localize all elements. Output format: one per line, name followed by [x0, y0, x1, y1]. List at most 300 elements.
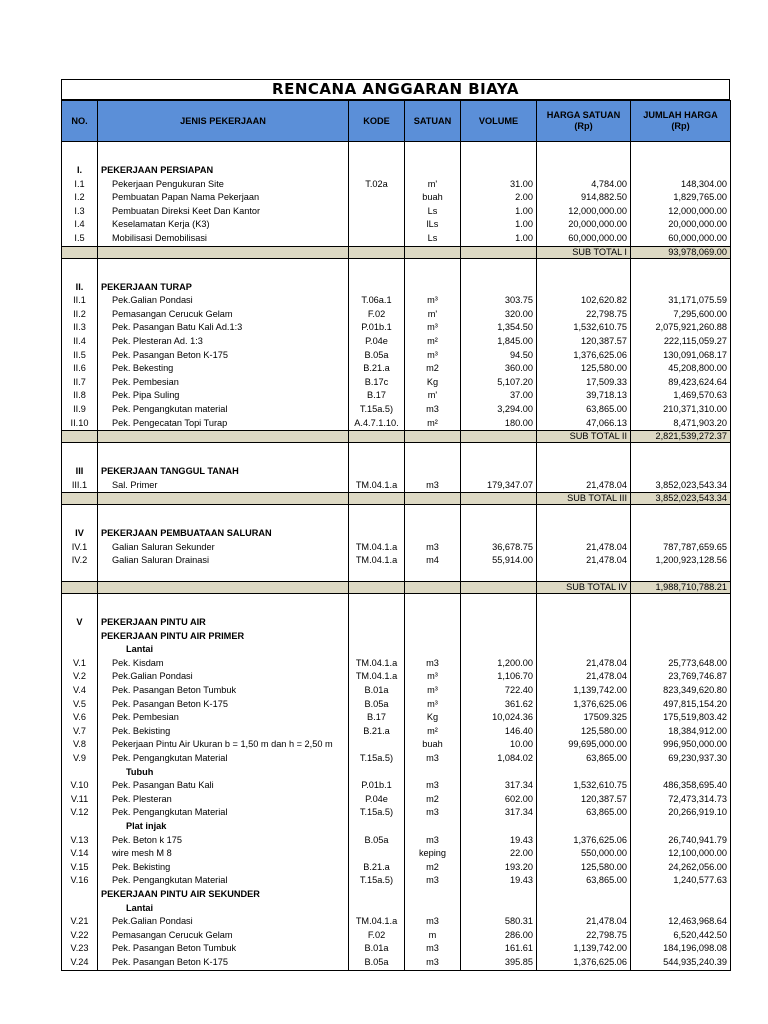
- empty-cell[interactable]: [537, 630, 631, 644]
- empty-cell[interactable]: [349, 258, 405, 281]
- item-total-price[interactable]: 72,473,314.73: [631, 793, 731, 807]
- item-description[interactable]: Pek. Bekisting: [98, 725, 349, 739]
- empty-cell[interactable]: [98, 594, 349, 617]
- empty-cell[interactable]: [349, 164, 405, 178]
- item-code[interactable]: [349, 205, 405, 219]
- item-total-price[interactable]: 497,815,154.20: [631, 698, 731, 712]
- item-code[interactable]: T.15a.5): [349, 752, 405, 766]
- empty-cell[interactable]: [461, 888, 537, 902]
- item-number[interactable]: II.2: [62, 308, 98, 322]
- item-number[interactable]: IV.1: [62, 541, 98, 555]
- item-total-price[interactable]: 3,852,023,543.34: [631, 479, 731, 493]
- empty-cell[interactable]: [98, 505, 349, 528]
- empty-cell[interactable]: [62, 902, 98, 916]
- empty-cell[interactable]: [349, 766, 405, 780]
- empty-cell[interactable]: [98, 493, 349, 505]
- empty-cell[interactable]: [98, 568, 349, 582]
- empty-cell[interactable]: [461, 246, 537, 258]
- subtotal-value[interactable]: 2,821,539,272.37: [631, 431, 731, 443]
- item-code[interactable]: F.02: [349, 929, 405, 943]
- item-unit-price[interactable]: 17,509.33: [537, 376, 631, 390]
- item-unit-price[interactable]: 22,798.75: [537, 308, 631, 322]
- empty-cell[interactable]: [461, 582, 537, 594]
- subtotal-label[interactable]: SUB TOTAL I: [537, 246, 631, 258]
- empty-cell[interactable]: [62, 431, 98, 443]
- item-volume[interactable]: 161.61: [461, 942, 537, 956]
- empty-cell[interactable]: [405, 902, 461, 916]
- item-volume[interactable]: 1,200.00: [461, 657, 537, 671]
- item-code[interactable]: TM.04.1.a: [349, 554, 405, 568]
- header-kode[interactable]: KODE: [349, 101, 405, 142]
- item-volume[interactable]: 31.00: [461, 178, 537, 192]
- empty-cell[interactable]: [349, 493, 405, 505]
- empty-cell[interactable]: [537, 888, 631, 902]
- item-unit[interactable]: m3: [405, 956, 461, 970]
- item-unit[interactable]: m³: [405, 321, 461, 335]
- item-total-price[interactable]: 1,200,923,128.56: [631, 554, 731, 568]
- empty-cell[interactable]: [631, 443, 731, 466]
- item-number[interactable]: II.6: [62, 362, 98, 376]
- item-total-price[interactable]: 130,091,068.17: [631, 349, 731, 363]
- item-number[interactable]: V.4: [62, 684, 98, 698]
- empty-cell[interactable]: [461, 594, 537, 617]
- item-volume[interactable]: 146.40: [461, 725, 537, 739]
- subtotal-label[interactable]: SUB TOTAL IV: [537, 582, 631, 594]
- item-unit[interactable]: buah: [405, 191, 461, 205]
- item-unit-price[interactable]: 63,865.00: [537, 874, 631, 888]
- empty-cell[interactable]: [98, 443, 349, 466]
- item-total-price[interactable]: 544,935,240.39: [631, 956, 731, 970]
- section-title[interactable]: PEKERJAAN PEMBUATAAN SALURAN: [98, 527, 349, 541]
- item-unit-price[interactable]: 21,478.04: [537, 479, 631, 493]
- empty-cell[interactable]: [537, 258, 631, 281]
- empty-cell[interactable]: [537, 643, 631, 657]
- empty-cell[interactable]: [349, 568, 405, 582]
- item-code[interactable]: T.02a: [349, 178, 405, 192]
- empty-cell[interactable]: [461, 431, 537, 443]
- empty-cell[interactable]: [405, 820, 461, 834]
- item-total-price[interactable]: 184,196,098.08: [631, 942, 731, 956]
- empty-cell[interactable]: [537, 527, 631, 541]
- item-unit[interactable]: m4: [405, 554, 461, 568]
- item-volume[interactable]: 180.00: [461, 417, 537, 431]
- item-number[interactable]: II.9: [62, 403, 98, 417]
- item-total-price[interactable]: 7,295,600.00: [631, 308, 731, 322]
- empty-cell[interactable]: [405, 493, 461, 505]
- subheading-title[interactable]: Plat injak: [98, 820, 349, 834]
- item-number[interactable]: V.24: [62, 956, 98, 970]
- empty-cell[interactable]: [349, 431, 405, 443]
- empty-cell[interactable]: [62, 594, 98, 617]
- item-description[interactable]: Pek. Pasangan Beton Tumbuk: [98, 942, 349, 956]
- item-code[interactable]: P.01b.1: [349, 779, 405, 793]
- empty-cell[interactable]: [461, 258, 537, 281]
- empty-cell[interactable]: [537, 820, 631, 834]
- item-total-price[interactable]: 18,384,912.00: [631, 725, 731, 739]
- empty-cell[interactable]: [631, 643, 731, 657]
- header-jumlah-harga[interactable]: JUMLAH HARGA (Rp): [631, 101, 731, 142]
- empty-cell[interactable]: [405, 630, 461, 644]
- item-description[interactable]: Pek. Pasangan Beton K-175: [98, 698, 349, 712]
- item-volume[interactable]: 55,914.00: [461, 554, 537, 568]
- item-description[interactable]: Pek. Pengangkutan Material: [98, 874, 349, 888]
- item-unit[interactable]: m3: [405, 806, 461, 820]
- item-volume[interactable]: 320.00: [461, 308, 537, 322]
- item-description[interactable]: Pek. Beton k 175: [98, 834, 349, 848]
- header-volume[interactable]: VOLUME: [461, 101, 537, 142]
- item-unit[interactable]: m3: [405, 657, 461, 671]
- empty-cell[interactable]: [349, 643, 405, 657]
- item-number[interactable]: I.2: [62, 191, 98, 205]
- empty-cell[interactable]: [405, 164, 461, 178]
- empty-cell[interactable]: [461, 616, 537, 630]
- item-total-price[interactable]: 1,829,765.00: [631, 191, 731, 205]
- item-code[interactable]: P.04e: [349, 335, 405, 349]
- empty-cell[interactable]: [62, 493, 98, 505]
- item-code[interactable]: TM.04.1.a: [349, 479, 405, 493]
- item-unit[interactable]: buah: [405, 738, 461, 752]
- section-number[interactable]: [62, 888, 98, 902]
- item-volume[interactable]: 360.00: [461, 362, 537, 376]
- item-unit-price[interactable]: 1,376,625.06: [537, 956, 631, 970]
- item-volume[interactable]: 286.00: [461, 929, 537, 943]
- item-code[interactable]: B.05a: [349, 956, 405, 970]
- empty-cell[interactable]: [62, 443, 98, 466]
- item-code[interactable]: T.15a.5): [349, 874, 405, 888]
- item-unit-price[interactable]: 4,784.00: [537, 178, 631, 192]
- item-code[interactable]: B.17c: [349, 376, 405, 390]
- item-total-price[interactable]: 996,950,000.00: [631, 738, 731, 752]
- empty-cell[interactable]: [349, 443, 405, 466]
- item-code[interactable]: P.04e: [349, 793, 405, 807]
- item-volume[interactable]: 1,845.00: [461, 335, 537, 349]
- item-total-price[interactable]: 31,171,075.59: [631, 294, 731, 308]
- empty-cell[interactable]: [461, 465, 537, 479]
- item-volume[interactable]: 36,678.75: [461, 541, 537, 555]
- empty-cell[interactable]: [405, 643, 461, 657]
- item-volume[interactable]: 1,106.70: [461, 670, 537, 684]
- item-volume[interactable]: 602.00: [461, 793, 537, 807]
- item-code[interactable]: B.01a: [349, 684, 405, 698]
- item-description[interactable]: Pek. Pengangkutan Material: [98, 806, 349, 820]
- empty-cell[interactable]: [405, 766, 461, 780]
- item-unit[interactable]: m3: [405, 541, 461, 555]
- section-title[interactable]: PEKERJAAN PERSIAPAN: [98, 164, 349, 178]
- item-unit-price[interactable]: 125,580.00: [537, 861, 631, 875]
- item-code[interactable]: [349, 191, 405, 205]
- item-total-price[interactable]: 787,787,659.65: [631, 541, 731, 555]
- empty-cell[interactable]: [461, 493, 537, 505]
- item-description[interactable]: Pek. Pembesian: [98, 376, 349, 390]
- item-code[interactable]: P.01b.1: [349, 321, 405, 335]
- empty-cell[interactable]: [537, 568, 631, 582]
- item-total-price[interactable]: 25,773,648.00: [631, 657, 731, 671]
- empty-cell[interactable]: [62, 568, 98, 582]
- subheading-title[interactable]: Lantai: [98, 902, 349, 916]
- empty-cell[interactable]: [631, 142, 731, 165]
- item-number[interactable]: V.9: [62, 752, 98, 766]
- item-unit[interactable]: m3: [405, 752, 461, 766]
- item-total-price[interactable]: 12,463,968.64: [631, 915, 731, 929]
- item-description[interactable]: Pek. Pengangkutan material: [98, 403, 349, 417]
- item-total-price[interactable]: 26,740,941.79: [631, 834, 731, 848]
- item-description[interactable]: Pek. Kisdam: [98, 657, 349, 671]
- item-unit[interactable]: m3: [405, 942, 461, 956]
- item-volume[interactable]: 317.34: [461, 779, 537, 793]
- item-unit[interactable]: m2: [405, 793, 461, 807]
- item-description[interactable]: Sal. Primer: [98, 479, 349, 493]
- empty-cell[interactable]: [405, 246, 461, 258]
- item-number[interactable]: V.10: [62, 779, 98, 793]
- subtotal-value[interactable]: 93,978,069.00: [631, 246, 731, 258]
- empty-cell[interactable]: [537, 505, 631, 528]
- item-unit[interactable]: m': [405, 178, 461, 192]
- empty-cell[interactable]: [62, 643, 98, 657]
- empty-cell[interactable]: [405, 505, 461, 528]
- item-total-price[interactable]: 1,240,577.63: [631, 874, 731, 888]
- item-description[interactable]: Pek. Pasangan Beton K-175: [98, 349, 349, 363]
- item-number[interactable]: V.7: [62, 725, 98, 739]
- item-code[interactable]: B.17: [349, 711, 405, 725]
- item-total-price[interactable]: 24,262,056.00: [631, 861, 731, 875]
- item-unit[interactable]: m2: [405, 362, 461, 376]
- empty-cell[interactable]: [349, 888, 405, 902]
- item-number[interactable]: V.6: [62, 711, 98, 725]
- item-volume[interactable]: 193.20: [461, 861, 537, 875]
- item-code[interactable]: B.01a: [349, 942, 405, 956]
- subheading-title[interactable]: Tubuh: [98, 766, 349, 780]
- empty-cell[interactable]: [349, 616, 405, 630]
- empty-cell[interactable]: [349, 142, 405, 165]
- item-number[interactable]: V.2: [62, 670, 98, 684]
- item-number[interactable]: II.5: [62, 349, 98, 363]
- section-number[interactable]: III: [62, 465, 98, 479]
- item-code[interactable]: B.05a: [349, 698, 405, 712]
- empty-cell[interactable]: [461, 281, 537, 295]
- empty-cell[interactable]: [631, 505, 731, 528]
- item-number[interactable]: V.23: [62, 942, 98, 956]
- section-number[interactable]: [62, 630, 98, 644]
- item-code[interactable]: T.15a.5): [349, 403, 405, 417]
- item-unit[interactable]: Kg: [405, 711, 461, 725]
- empty-cell[interactable]: [631, 902, 731, 916]
- item-number[interactable]: V.16: [62, 874, 98, 888]
- empty-cell[interactable]: [631, 766, 731, 780]
- item-volume[interactable]: 5,107.20: [461, 376, 537, 390]
- subtotal-label[interactable]: SUB TOTAL II: [537, 431, 631, 443]
- item-description[interactable]: Pek. Bekisting: [98, 861, 349, 875]
- empty-cell[interactable]: [405, 142, 461, 165]
- empty-cell[interactable]: [405, 888, 461, 902]
- section-number[interactable]: I.: [62, 164, 98, 178]
- section-title[interactable]: PEKERJAAN PINTU AIR SEKUNDER: [98, 888, 349, 902]
- item-unit[interactable]: m3: [405, 779, 461, 793]
- section-number[interactable]: V: [62, 616, 98, 630]
- item-total-price[interactable]: 2,075,921,260.88: [631, 321, 731, 335]
- item-code[interactable]: TM.04.1.a: [349, 657, 405, 671]
- item-volume[interactable]: 19.43: [461, 874, 537, 888]
- item-description[interactable]: Pek. Plesteran Ad. 1:3: [98, 335, 349, 349]
- empty-cell[interactable]: [405, 431, 461, 443]
- item-volume[interactable]: 19.43: [461, 834, 537, 848]
- empty-cell[interactable]: [631, 820, 731, 834]
- item-code[interactable]: B.17: [349, 389, 405, 403]
- item-number[interactable]: V.13: [62, 834, 98, 848]
- header-no[interactable]: NO.: [62, 101, 98, 142]
- item-number[interactable]: V.22: [62, 929, 98, 943]
- item-description[interactable]: Pekerjaan Pintu Air Ukuran b = 1,50 m dan h = 2,50 m: [98, 738, 349, 752]
- item-unit-price[interactable]: 63,865.00: [537, 752, 631, 766]
- empty-cell[interactable]: [98, 246, 349, 258]
- empty-cell[interactable]: [631, 164, 731, 178]
- item-unit[interactable]: Ls: [405, 232, 461, 246]
- item-volume[interactable]: 179,347.07: [461, 479, 537, 493]
- section-title[interactable]: PEKERJAAN TURAP: [98, 281, 349, 295]
- empty-cell[interactable]: [461, 766, 537, 780]
- header-satuan[interactable]: SATUAN: [405, 101, 461, 142]
- item-code[interactable]: TM.04.1.a: [349, 670, 405, 684]
- item-unit[interactable]: m': [405, 389, 461, 403]
- item-code[interactable]: A.4.7.1.10.: [349, 417, 405, 431]
- item-volume[interactable]: 22.00: [461, 847, 537, 861]
- item-unit-price[interactable]: 99,695,000.00: [537, 738, 631, 752]
- empty-cell[interactable]: [537, 281, 631, 295]
- empty-cell[interactable]: [405, 568, 461, 582]
- item-unit[interactable]: m³: [405, 670, 461, 684]
- item-description[interactable]: Pek.Galian Pondasi: [98, 915, 349, 929]
- item-total-price[interactable]: 12,000,000.00: [631, 205, 731, 219]
- item-unit[interactable]: Kg: [405, 376, 461, 390]
- item-total-price[interactable]: 175,519,803.42: [631, 711, 731, 725]
- item-unit-price[interactable]: 21,478.04: [537, 670, 631, 684]
- item-code[interactable]: [349, 232, 405, 246]
- item-code[interactable]: B.21.a: [349, 861, 405, 875]
- item-number[interactable]: V.12: [62, 806, 98, 820]
- item-unit[interactable]: m': [405, 308, 461, 322]
- item-code[interactable]: B.05a: [349, 349, 405, 363]
- empty-cell[interactable]: [537, 616, 631, 630]
- item-number[interactable]: III.1: [62, 479, 98, 493]
- item-unit[interactable]: m3: [405, 874, 461, 888]
- item-total-price[interactable]: 823,349,620.80: [631, 684, 731, 698]
- item-unit-price[interactable]: 550,000.00: [537, 847, 631, 861]
- empty-cell[interactable]: [405, 582, 461, 594]
- item-total-price[interactable]: 60,000,000.00: [631, 232, 731, 246]
- item-number[interactable]: V.15: [62, 861, 98, 875]
- item-code[interactable]: F.02: [349, 308, 405, 322]
- item-description[interactable]: Pembuatan Papan Nama Pekerjaan: [98, 191, 349, 205]
- section-title[interactable]: PEKERJAAN TANGGUL TANAH: [98, 465, 349, 479]
- item-unit-price[interactable]: 21,478.04: [537, 915, 631, 929]
- item-number[interactable]: I.3: [62, 205, 98, 219]
- item-volume[interactable]: 94.50: [461, 349, 537, 363]
- empty-cell[interactable]: [537, 443, 631, 466]
- item-volume[interactable]: 10.00: [461, 738, 537, 752]
- empty-cell[interactable]: [349, 281, 405, 295]
- item-number[interactable]: I.5: [62, 232, 98, 246]
- item-volume[interactable]: 1.00: [461, 205, 537, 219]
- empty-cell[interactable]: [405, 281, 461, 295]
- empty-cell[interactable]: [537, 902, 631, 916]
- item-number[interactable]: II.4: [62, 335, 98, 349]
- empty-cell[interactable]: [631, 258, 731, 281]
- item-description[interactable]: Pek.Galian Pondasi: [98, 294, 349, 308]
- item-number[interactable]: V.11: [62, 793, 98, 807]
- item-code[interactable]: TM.04.1.a: [349, 541, 405, 555]
- item-unit-price[interactable]: 17509.325: [537, 711, 631, 725]
- empty-cell[interactable]: [537, 465, 631, 479]
- item-number[interactable]: II.1: [62, 294, 98, 308]
- item-number[interactable]: II.3: [62, 321, 98, 335]
- empty-cell[interactable]: [349, 527, 405, 541]
- item-description[interactable]: Mobilisasi Demobilisasi: [98, 232, 349, 246]
- item-number[interactable]: I.4: [62, 218, 98, 232]
- item-volume[interactable]: 10,024.36: [461, 711, 537, 725]
- item-description[interactable]: Pek. Pasangan Beton K-175: [98, 956, 349, 970]
- item-unit-price[interactable]: 20,000,000.00: [537, 218, 631, 232]
- item-description[interactable]: Pemasangan Cerucuk Gelam: [98, 929, 349, 943]
- empty-cell[interactable]: [349, 820, 405, 834]
- item-unit[interactable]: m³: [405, 698, 461, 712]
- subtotal-value[interactable]: 1,988,710,788.21: [631, 582, 731, 594]
- item-unit-price[interactable]: 1,532,610.75: [537, 321, 631, 335]
- item-unit[interactable]: m3: [405, 915, 461, 929]
- empty-cell[interactable]: [405, 527, 461, 541]
- item-total-price[interactable]: 20,266,919.10: [631, 806, 731, 820]
- item-unit[interactable]: m3: [405, 403, 461, 417]
- item-total-price[interactable]: 210,371,310.00: [631, 403, 731, 417]
- item-unit-price[interactable]: 22,798.75: [537, 929, 631, 943]
- empty-cell[interactable]: [62, 258, 98, 281]
- empty-cell[interactable]: [405, 443, 461, 466]
- empty-cell[interactable]: [98, 258, 349, 281]
- empty-cell[interactable]: [98, 431, 349, 443]
- item-code[interactable]: T.06a.1: [349, 294, 405, 308]
- item-unit[interactable]: m3: [405, 834, 461, 848]
- item-description[interactable]: Pek. Pengangkutan Material: [98, 752, 349, 766]
- empty-cell[interactable]: [631, 616, 731, 630]
- empty-cell[interactable]: [461, 902, 537, 916]
- empty-cell[interactable]: [537, 164, 631, 178]
- item-number[interactable]: V.8: [62, 738, 98, 752]
- empty-cell[interactable]: [349, 594, 405, 617]
- empty-cell[interactable]: [537, 142, 631, 165]
- item-unit-price[interactable]: 21,478.04: [537, 657, 631, 671]
- item-unit-price[interactable]: 21,478.04: [537, 554, 631, 568]
- empty-cell[interactable]: [461, 630, 537, 644]
- empty-cell[interactable]: [631, 568, 731, 582]
- empty-cell[interactable]: [62, 246, 98, 258]
- item-total-price[interactable]: 20,000,000.00: [631, 218, 731, 232]
- empty-cell[interactable]: [62, 142, 98, 165]
- empty-cell[interactable]: [631, 281, 731, 295]
- item-unit-price[interactable]: 63,865.00: [537, 403, 631, 417]
- subtotal-value[interactable]: 3,852,023,543.34: [631, 493, 731, 505]
- empty-cell[interactable]: [461, 505, 537, 528]
- item-description[interactable]: Pembuatan Direksi Keet Dan Kantor: [98, 205, 349, 219]
- empty-cell[interactable]: [349, 582, 405, 594]
- empty-cell[interactable]: [461, 527, 537, 541]
- item-description[interactable]: Pek. Plesteran: [98, 793, 349, 807]
- item-unit[interactable]: m: [405, 929, 461, 943]
- item-code[interactable]: [349, 218, 405, 232]
- item-total-price[interactable]: 8,471,903.20: [631, 417, 731, 431]
- item-unit-price[interactable]: 125,580.00: [537, 725, 631, 739]
- item-total-price[interactable]: 23,769,746.87: [631, 670, 731, 684]
- item-volume[interactable]: 1,084.02: [461, 752, 537, 766]
- item-total-price[interactable]: 486,358,695.40: [631, 779, 731, 793]
- item-unit[interactable]: keping: [405, 847, 461, 861]
